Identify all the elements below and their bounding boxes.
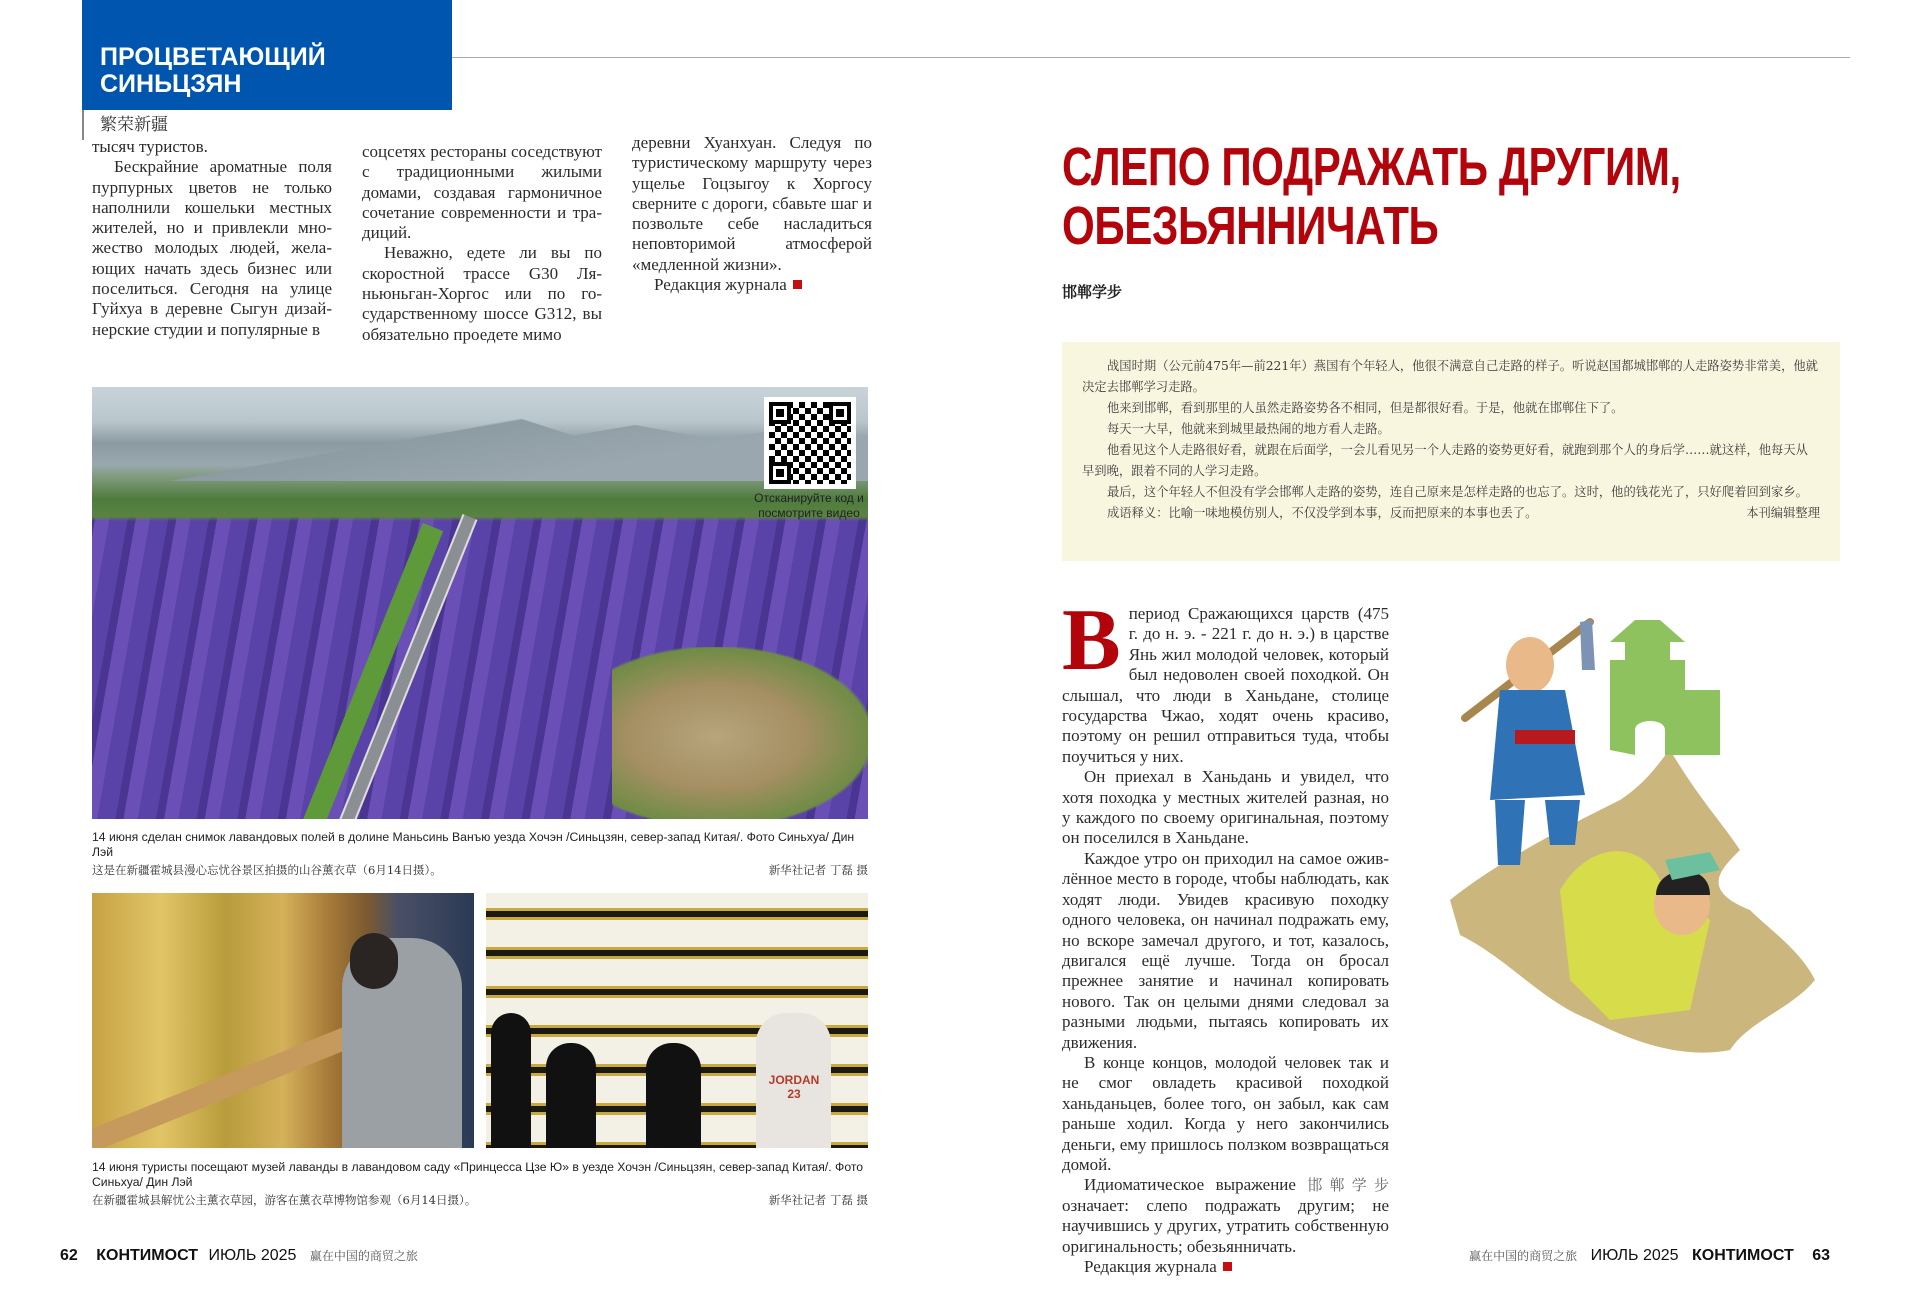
qr-finder-icon: [769, 402, 791, 424]
photo1-caption: 14 июня сделан снимок лавандовых полей в долине Маньсинь Ванъю уезда Хочэн /Синьцзян, север-запад Китая/. Фото Синьхуа/ Дин Лэй: [92, 830, 855, 859]
section-title-line-1: ПРОЦВЕТАЮЩИЙ: [100, 43, 326, 71]
headline-chinese: 邯郸学步: [1062, 283, 1123, 301]
photo1-credit: 新华社记者 丁磊 摄: [768, 863, 868, 877]
farmer-sash: [1515, 730, 1575, 744]
photo1-caption-cn-row: [92, 862, 868, 878]
article-column-3: [632, 133, 872, 295]
first-paragraph-text: период Сражающихся царств (475 г. до н. э. - 221 г. до н. э.) в царстве Янь жил молодой человек, который был недоволен своей походкой. Он слышал, что люди в Ханьдане, столице государства Чжао, ходят очень красиво, поэтому он решил отправиться туда, чтобы поучиться у них.: [1062, 604, 1389, 766]
lavender-museum-photo: [92, 893, 474, 1148]
mountains: [92, 411, 868, 481]
magazine-name: КОНТИМОСТ: [96, 1247, 198, 1264]
paragraph: Он приехал в Ханьдань и увидел, что хотя походка у местных жителей разная, но у каждого по своему оригинальная, поэтому он поселился в Ханьдане.: [1062, 767, 1389, 848]
photo2-caption: 14 июня туристы посещают музей лаванды в лавандовом саду «Принцесса Цзе Ю» в уезде Хочэн /Синьцзян, север-запад Китая/. Фото Синьхуа/ Дин Лэй: [92, 1160, 864, 1189]
idiom-definition-row: [1082, 503, 1820, 524]
idiom-paragraph: 他看见这个人走路很好看，就跟在后面学，一会儿看见另一个人走路的姿势更好看，就跑到那个人的身后学……就这样，他每天从早到晚，跟着不同的人学习走路。: [1082, 443, 1808, 478]
photo1-caption-cn: 这是在新疆霍城县漫心忘忧谷景区拍摄的山谷薰衣草（6月14日摄）。: [92, 863, 442, 877]
page-number: 63: [1812, 1247, 1830, 1264]
visitor-silhouette: [646, 1043, 701, 1148]
idiom-source: 本刊编辑整理: [1746, 506, 1820, 520]
page-number: 62: [60, 1247, 78, 1264]
section-banner: [82, 0, 452, 110]
issue-date: ИЮЛЬ 2025: [1590, 1247, 1679, 1264]
photo2-credit: 新华社记者 丁磊 摄: [768, 1193, 868, 1207]
farmer-body: [1490, 690, 1585, 800]
headline-line-2: ОБЕЗЬЯННИЧАТЬ: [1062, 196, 1439, 256]
idiom-inline-cn: 邯郸学步: [1307, 1176, 1389, 1195]
magazine-slogan: 赢在中国的商贸之旅: [1469, 1249, 1578, 1263]
footer-right: [1469, 1247, 1830, 1265]
jersey-text: JORDAN 23: [768, 1073, 820, 1101]
idiom-paragraph: 最后，这个年轻人不但没有学会邯郸人走路的姿势，连自己原来是怎样走路的也忘了。这时，他的钱花光了，只好爬着回到家乡。: [1107, 485, 1808, 499]
paragraph: деревни Хуанхуан. Следуя по туристическому маршруту через ущелье Гоцзыгоу к Хоргосу сверните с дороги, сбавьте шаг и позвольте себе насладиться неповторимой атмосферой «медленной жизни».: [632, 133, 872, 274]
hoe-blade: [1580, 620, 1595, 670]
paragraph: Неважно, едете ли вы по скоростной трассе G30 Ляньюньган-Хоргос или по государственному шоссе G312, вы обязательно проедете мимо: [362, 243, 602, 344]
magazine-slogan: 赢在中国的商贸之旅: [309, 1249, 418, 1263]
idiom-sentence-end: означает: слепо подражать другим; не научившись у других, утратить собственную оригинальность; обезьянничать.: [1062, 1195, 1389, 1256]
paragraph: тысяч туристов.: [92, 137, 208, 156]
photo2-caption-cn-row: [92, 1192, 868, 1208]
signature: Редакция журнала: [1084, 1257, 1217, 1276]
visitor-silhouette: [546, 1043, 596, 1148]
article-body: [1062, 592, 1389, 1277]
road: [335, 514, 477, 819]
visitor-in-jersey: [756, 1013, 831, 1148]
end-mark-icon: [793, 280, 802, 289]
magazine-name: КОНТИМОСТ: [1692, 1247, 1794, 1264]
section-title-chinese: 繁荣新疆: [82, 110, 168, 140]
qr-code[interactable]: [764, 397, 856, 489]
header-rule: [452, 57, 1850, 58]
paragraph: [1062, 1175, 1389, 1257]
paragraph: В конце концов, молодой человек так и не смог овладеть красивой походкой ханьданьцев, более того, он забыл, как сам раньше ходил. Когда у него закончились деньги, ему пришлось ползком возвращаться домой.: [1062, 1052, 1389, 1174]
end-mark-icon: [1223, 1262, 1232, 1271]
photo2-caption-cn: 在新疆霍城县解忧公主薰衣草园，游客在薰衣草博物馆参观（6月14日摄）。: [92, 1193, 477, 1207]
idiom-paragraph: 每天一大早，他就来到城里最热闹的地方看人走路。: [1107, 422, 1390, 436]
article-column-2: [362, 142, 602, 345]
qr-finder-icon: [769, 462, 791, 484]
idiom-illustration: [1420, 590, 1820, 1150]
visitor-silhouette: [491, 1013, 531, 1148]
qr-caption: Отсканируйте код и посмотрите видео: [754, 491, 864, 520]
lavender-fields-photo: [92, 387, 868, 819]
visitor-head: [350, 933, 398, 989]
footer-left: [60, 1247, 427, 1265]
issue-date: ИЮЛЬ 2025: [208, 1247, 297, 1264]
herbarium-wall-photo: [486, 893, 868, 1148]
headline-line-1: СЛЕПО ПОДРАЖАТЬ ДРУГИМ,: [1062, 137, 1681, 197]
signature-line: [632, 275, 872, 295]
paragraph: Бескрайние ароматные поля пурпурных цветов не только наполнили кошельки местных жителей, но и привлекли множество молодых людей, желающих начать здесь бизнес или поселиться. Сегодня на улице Гуйхуа в деревне Сыгун дизайнерские студии и популярные в: [92, 157, 332, 339]
signature: Редакция журнала: [654, 275, 787, 295]
farmer-head: [1506, 637, 1554, 693]
drop-cap: В: [1062, 592, 1121, 689]
idiom-story-box: [1062, 342, 1840, 561]
paragraph: Каждое утро он приходил на самое оживлённое место в городе, чтобы наблюдать, как ходят люди. Увидев красивую походку одного человека, он начинал подражать ему, но вскоре замечал другого, и тот, казалось, двигался ещё лучше. Тогда он бросал прежнее занятие и начинал копировать нового. Так он целыми днями следовал за разными людьми, пытаясь копировать их движения.: [1062, 848, 1389, 1052]
paragraph: [1062, 592, 1389, 767]
qr-finder-icon: [829, 402, 851, 424]
signature-line: [1062, 1257, 1389, 1277]
article-column-1: [92, 137, 332, 340]
ravine: [612, 647, 868, 819]
idiom-definition: 成语释义：比喻一味地模仿别人，不仅没学到本事，反而把原来的本事也丢了。: [1107, 506, 1538, 520]
article-headline: [1062, 138, 1702, 256]
idiom-sentence-start: Идиоматическое выражение: [1084, 1175, 1308, 1195]
paragraph: соцсетях рестораны соседствуют с традиционными жилыми домами, создавая гармоничное сочетание современности и традиций.: [362, 142, 602, 243]
idiom-paragraph: 他来到邯郸，看到那里的人虽然走路姿势各不相同，但是都很好看。于是，他就在邯郸住下了。: [1107, 401, 1624, 415]
city-gate: [1610, 620, 1720, 755]
idiom-paragraph: 战国时期（公元前475年—前221年）燕国有个年轻人，他很不满意自己走路的样子。听说赵国都城邯郸的人走路姿势非常美，他就决定去邯郸学习走路。: [1082, 359, 1818, 394]
section-title-line-2: СИНЬЦЗЯН: [100, 70, 242, 98]
